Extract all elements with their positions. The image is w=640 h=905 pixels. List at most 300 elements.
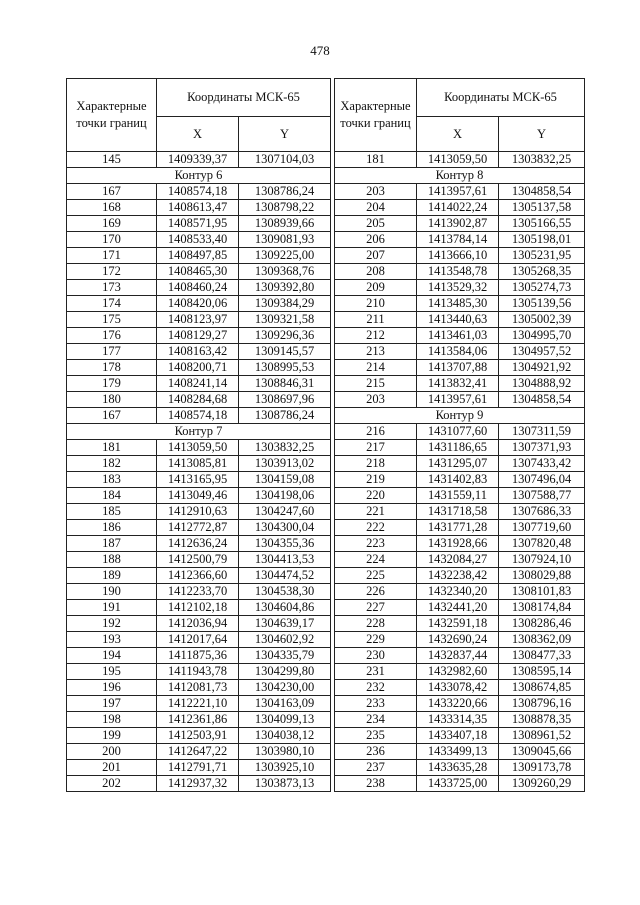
coord-x: 1431402,83 — [417, 472, 499, 488]
point-number: 237 — [335, 760, 417, 776]
point-number: 218 — [335, 456, 417, 472]
coord-y: 1303913,02 — [239, 456, 331, 472]
point-number: 191 — [67, 600, 157, 616]
coord-x: 1408574,18 — [157, 184, 239, 200]
coord-y: 1303925,10 — [239, 760, 331, 776]
coord-x: 1433407,18 — [417, 728, 499, 744]
coord-y: 1309173,78 — [499, 760, 585, 776]
table-row — [335, 360, 585, 376]
point-number: 171 — [67, 248, 157, 264]
coord-x: 1433314,35 — [417, 712, 499, 728]
coordinates-table-left — [66, 78, 331, 792]
coord-y: 1304474,52 — [239, 568, 331, 584]
coord-y: 1304921,92 — [499, 360, 585, 376]
point-number: 174 — [67, 296, 157, 312]
coord-x: 1408533,40 — [157, 232, 239, 248]
header-coords: Координаты МСК-65 — [417, 79, 585, 117]
coord-x: 1431186,65 — [417, 440, 499, 456]
coord-y: 1308362,09 — [499, 632, 585, 648]
table-row — [335, 712, 585, 728]
point-number: 217 — [335, 440, 417, 456]
coord-x: 1411943,78 — [157, 664, 239, 680]
coord-x: 1413485,30 — [417, 296, 499, 312]
coord-x: 1408497,85 — [157, 248, 239, 264]
point-number: 230 — [335, 648, 417, 664]
table-row — [67, 760, 331, 776]
point-number: 145 — [67, 152, 157, 168]
coord-x: 1412361,86 — [157, 712, 239, 728]
table-row — [335, 440, 585, 456]
table-row — [335, 216, 585, 232]
point-number: 215 — [335, 376, 417, 392]
coord-y: 1304604,86 — [239, 600, 331, 616]
header-x: X — [417, 117, 499, 152]
coord-x: 1412081,73 — [157, 680, 239, 696]
point-number: 214 — [335, 360, 417, 376]
coord-y: 1309081,93 — [239, 232, 331, 248]
point-number: 181 — [67, 440, 157, 456]
table-row — [335, 536, 585, 552]
coord-x: 1412772,87 — [157, 520, 239, 536]
table-row — [67, 616, 331, 632]
point-number: 188 — [67, 552, 157, 568]
coord-x: 1408123,97 — [157, 312, 239, 328]
point-number: 167 — [67, 184, 157, 200]
coord-y: 1305268,35 — [499, 264, 585, 280]
coord-x: 1432591,18 — [417, 616, 499, 632]
point-number: 170 — [67, 232, 157, 248]
coord-x: 1413957,61 — [417, 392, 499, 408]
point-number: 199 — [67, 728, 157, 744]
coord-y: 1304538,30 — [239, 584, 331, 600]
table-row — [67, 440, 331, 456]
coord-x: 1408200,71 — [157, 360, 239, 376]
coord-x: 1413707,88 — [417, 360, 499, 376]
table-row — [335, 344, 585, 360]
contour-row — [335, 168, 585, 184]
coord-x: 1408460,24 — [157, 280, 239, 296]
coord-x: 1413548,78 — [417, 264, 499, 280]
coord-y: 1305137,58 — [499, 200, 585, 216]
coord-y: 1309045,66 — [499, 744, 585, 760]
point-number: 219 — [335, 472, 417, 488]
table-row — [335, 664, 585, 680]
coord-y: 1304299,80 — [239, 664, 331, 680]
point-number: 202 — [67, 776, 157, 792]
table-row — [335, 152, 585, 168]
coord-x: 1413440,63 — [417, 312, 499, 328]
point-number: 194 — [67, 648, 157, 664]
point-number: 210 — [335, 296, 417, 312]
coord-x: 1408241,14 — [157, 376, 239, 392]
coord-x: 1412636,24 — [157, 536, 239, 552]
coord-x: 1414022,24 — [417, 200, 499, 216]
table-row — [67, 408, 331, 424]
point-number: 226 — [335, 584, 417, 600]
coord-y: 1303832,25 — [239, 440, 331, 456]
coord-y: 1308961,52 — [499, 728, 585, 744]
coord-y: 1304099,13 — [239, 712, 331, 728]
point-number: 205 — [335, 216, 417, 232]
point-number: 182 — [67, 456, 157, 472]
point-number: 233 — [335, 696, 417, 712]
point-number: 193 — [67, 632, 157, 648]
table-row — [335, 392, 585, 408]
point-number: 180 — [67, 392, 157, 408]
point-number: 223 — [335, 536, 417, 552]
coord-y: 1308798,22 — [239, 200, 331, 216]
coord-y: 1309392,80 — [239, 280, 331, 296]
table-row — [335, 600, 585, 616]
page-number: 478 — [310, 43, 330, 58]
coord-y: 1309368,76 — [239, 264, 331, 280]
coord-y: 1307588,77 — [499, 488, 585, 504]
table-body-right — [335, 152, 585, 792]
contour-label: Контур 8 — [335, 168, 585, 184]
table-row — [335, 200, 585, 216]
table-row — [335, 504, 585, 520]
table-row — [67, 712, 331, 728]
coord-x: 1408284,68 — [157, 392, 239, 408]
table-row — [335, 312, 585, 328]
coord-y: 1309260,29 — [499, 776, 585, 792]
point-number: 183 — [67, 472, 157, 488]
point-number: 229 — [335, 632, 417, 648]
header-coords: Координаты МСК-65 — [157, 79, 331, 117]
point-number: 227 — [335, 600, 417, 616]
coord-y: 1303873,13 — [239, 776, 331, 792]
point-number: 185 — [67, 504, 157, 520]
point-number: 203 — [335, 392, 417, 408]
table-row — [67, 344, 331, 360]
coord-x: 1413059,50 — [157, 440, 239, 456]
point-number: 232 — [335, 680, 417, 696]
point-number: 234 — [335, 712, 417, 728]
coord-y: 1307820,48 — [499, 536, 585, 552]
coord-x: 1431928,66 — [417, 536, 499, 552]
table-row — [67, 376, 331, 392]
contour-label: Контур 6 — [67, 168, 331, 184]
coord-x: 1412102,18 — [157, 600, 239, 616]
coord-y: 1305198,01 — [499, 232, 585, 248]
header-y: Y — [239, 117, 331, 152]
coord-x: 1413049,46 — [157, 488, 239, 504]
coord-x: 1412910,63 — [157, 504, 239, 520]
coord-y: 1308697,96 — [239, 392, 331, 408]
table-row — [67, 584, 331, 600]
table-row — [67, 696, 331, 712]
coord-y: 1308796,16 — [499, 696, 585, 712]
point-number: 177 — [67, 344, 157, 360]
table-row — [335, 248, 585, 264]
coord-x: 1413529,32 — [417, 280, 499, 296]
table-row — [67, 152, 331, 168]
coord-x: 1408613,47 — [157, 200, 239, 216]
table-row — [67, 456, 331, 472]
table-row — [67, 536, 331, 552]
table-row — [67, 248, 331, 264]
table-row — [67, 312, 331, 328]
coord-x: 1412647,22 — [157, 744, 239, 760]
coord-y: 1304602,92 — [239, 632, 331, 648]
coord-y: 1307719,60 — [499, 520, 585, 536]
table-row — [335, 232, 585, 248]
coord-x: 1408420,06 — [157, 296, 239, 312]
table-row — [67, 392, 331, 408]
point-number: 225 — [335, 568, 417, 584]
coord-y: 1304639,17 — [239, 616, 331, 632]
coord-x: 1412500,79 — [157, 552, 239, 568]
point-number: 204 — [335, 200, 417, 216]
contour-label: Контур 7 — [67, 424, 331, 440]
point-number: 173 — [67, 280, 157, 296]
point-number: 186 — [67, 520, 157, 536]
point-number: 209 — [335, 280, 417, 296]
coord-x: 1412221,10 — [157, 696, 239, 712]
coord-y: 1309225,00 — [239, 248, 331, 264]
table-row — [67, 648, 331, 664]
coord-y: 1307311,59 — [499, 424, 585, 440]
table-row — [67, 488, 331, 504]
coord-y: 1303980,10 — [239, 744, 331, 760]
table-row — [335, 616, 585, 632]
coord-x: 1412503,91 — [157, 728, 239, 744]
table-row — [67, 552, 331, 568]
coord-x: 1412791,71 — [157, 760, 239, 776]
coord-x: 1432982,60 — [417, 664, 499, 680]
point-number: 196 — [67, 680, 157, 696]
coord-x: 1413085,81 — [157, 456, 239, 472]
coord-y: 1308286,46 — [499, 616, 585, 632]
table-row — [335, 776, 585, 792]
coord-y: 1304957,52 — [499, 344, 585, 360]
coord-y: 1305274,73 — [499, 280, 585, 296]
point-number: 207 — [335, 248, 417, 264]
table-row — [335, 760, 585, 776]
point-number: 181 — [335, 152, 417, 168]
coord-y: 1304198,06 — [239, 488, 331, 504]
coord-x: 1433725,00 — [417, 776, 499, 792]
point-number: 176 — [67, 328, 157, 344]
coord-x: 1408465,30 — [157, 264, 239, 280]
coord-y: 1308174,84 — [499, 600, 585, 616]
table-row — [67, 600, 331, 616]
coord-y: 1309384,29 — [239, 296, 331, 312]
coord-y: 1307924,10 — [499, 552, 585, 568]
header-points: Характерные точки границ — [67, 79, 157, 152]
coord-x: 1433499,13 — [417, 744, 499, 760]
coord-x: 1409339,37 — [157, 152, 239, 168]
coord-x: 1433635,28 — [417, 760, 499, 776]
point-number: 175 — [67, 312, 157, 328]
point-number: 235 — [335, 728, 417, 744]
table-row — [335, 472, 585, 488]
coord-x: 1412036,94 — [157, 616, 239, 632]
table-row — [67, 728, 331, 744]
contour-row — [335, 408, 585, 424]
table-row — [67, 520, 331, 536]
coord-x: 1408574,18 — [157, 408, 239, 424]
coord-y: 1304995,70 — [499, 328, 585, 344]
table-row — [67, 472, 331, 488]
table-row — [67, 296, 331, 312]
table-row — [335, 728, 585, 744]
point-number: 184 — [67, 488, 157, 504]
coord-y: 1309296,36 — [239, 328, 331, 344]
coord-y: 1304230,00 — [239, 680, 331, 696]
point-number: 200 — [67, 744, 157, 760]
coord-x: 1413784,14 — [417, 232, 499, 248]
coord-y: 1308786,24 — [239, 408, 331, 424]
table-row — [335, 456, 585, 472]
table-body-left — [67, 152, 331, 792]
table-row — [67, 680, 331, 696]
coord-x: 1413832,41 — [417, 376, 499, 392]
table-row — [67, 664, 331, 680]
coord-y: 1303832,25 — [499, 152, 585, 168]
table-row — [335, 584, 585, 600]
coord-y: 1304163,09 — [239, 696, 331, 712]
table-row — [67, 328, 331, 344]
table-row — [67, 744, 331, 760]
coord-x: 1432837,44 — [417, 648, 499, 664]
coord-x: 1411875,36 — [157, 648, 239, 664]
point-number: 228 — [335, 616, 417, 632]
table-row — [67, 184, 331, 200]
coord-y: 1307496,04 — [499, 472, 585, 488]
point-number: 231 — [335, 664, 417, 680]
coord-x: 1431559,11 — [417, 488, 499, 504]
coord-y: 1308939,66 — [239, 216, 331, 232]
point-number: 236 — [335, 744, 417, 760]
coord-y: 1309321,58 — [239, 312, 331, 328]
coord-x: 1432441,20 — [417, 600, 499, 616]
contour-row — [67, 424, 331, 440]
coord-y: 1305231,95 — [499, 248, 585, 264]
coord-x: 1408129,27 — [157, 328, 239, 344]
table-row — [67, 264, 331, 280]
header-x: X — [157, 117, 239, 152]
coord-y: 1307371,93 — [499, 440, 585, 456]
coord-y: 1305166,55 — [499, 216, 585, 232]
point-number: 172 — [67, 264, 157, 280]
coord-y: 1308029,88 — [499, 568, 585, 584]
coord-x: 1431077,60 — [417, 424, 499, 440]
coord-y: 1304038,12 — [239, 728, 331, 744]
table-row — [335, 632, 585, 648]
table-row — [335, 424, 585, 440]
coord-y: 1304858,54 — [499, 392, 585, 408]
table-row — [335, 280, 585, 296]
table-row — [335, 328, 585, 344]
coord-y: 1304413,53 — [239, 552, 331, 568]
coord-y: 1307104,03 — [239, 152, 331, 168]
point-number: 198 — [67, 712, 157, 728]
table-row — [335, 488, 585, 504]
table-row — [67, 232, 331, 248]
coord-y: 1307686,33 — [499, 504, 585, 520]
table-row — [335, 296, 585, 312]
coord-y: 1304858,54 — [499, 184, 585, 200]
coord-y: 1308674,85 — [499, 680, 585, 696]
table-row — [67, 360, 331, 376]
point-number: 206 — [335, 232, 417, 248]
contour-label: Контур 9 — [335, 408, 585, 424]
point-number: 201 — [67, 760, 157, 776]
coord-y: 1304888,92 — [499, 376, 585, 392]
coord-y: 1305002,39 — [499, 312, 585, 328]
point-number: 167 — [67, 408, 157, 424]
point-number: 190 — [67, 584, 157, 600]
coord-x: 1408163,42 — [157, 344, 239, 360]
header-points: Характерные точки границ — [335, 79, 417, 152]
table-row — [335, 184, 585, 200]
table-row — [67, 504, 331, 520]
coord-y: 1308878,35 — [499, 712, 585, 728]
coord-x: 1432340,20 — [417, 584, 499, 600]
table-row — [335, 648, 585, 664]
coord-y: 1308846,31 — [239, 376, 331, 392]
point-number: 211 — [335, 312, 417, 328]
table-row — [335, 696, 585, 712]
coord-y: 1308477,33 — [499, 648, 585, 664]
point-number: 178 — [67, 360, 157, 376]
contour-row — [67, 168, 331, 184]
table-row — [67, 216, 331, 232]
point-number: 189 — [67, 568, 157, 584]
coord-x: 1431718,58 — [417, 504, 499, 520]
coord-y: 1304335,79 — [239, 648, 331, 664]
table-row — [335, 680, 585, 696]
coord-y: 1309145,57 — [239, 344, 331, 360]
coord-x: 1412233,70 — [157, 584, 239, 600]
point-number: 212 — [335, 328, 417, 344]
table-row — [335, 264, 585, 280]
coord-y: 1304159,08 — [239, 472, 331, 488]
table-row — [335, 520, 585, 536]
coord-y: 1307433,42 — [499, 456, 585, 472]
coord-x: 1432238,42 — [417, 568, 499, 584]
coordinates-table-right — [334, 78, 585, 792]
coord-x: 1408571,95 — [157, 216, 239, 232]
point-number: 238 — [335, 776, 417, 792]
table-row — [335, 552, 585, 568]
coord-y: 1304355,36 — [239, 536, 331, 552]
coord-x: 1412366,60 — [157, 568, 239, 584]
point-number: 169 — [67, 216, 157, 232]
coord-y: 1304300,04 — [239, 520, 331, 536]
point-number: 222 — [335, 520, 417, 536]
coord-y: 1305139,56 — [499, 296, 585, 312]
coord-x: 1413957,61 — [417, 184, 499, 200]
point-number: 195 — [67, 664, 157, 680]
point-number: 187 — [67, 536, 157, 552]
point-number: 203 — [335, 184, 417, 200]
coord-x: 1431771,28 — [417, 520, 499, 536]
point-number: 220 — [335, 488, 417, 504]
coord-x: 1413165,95 — [157, 472, 239, 488]
point-number: 179 — [67, 376, 157, 392]
point-number: 216 — [335, 424, 417, 440]
point-number: 224 — [335, 552, 417, 568]
table-row — [335, 744, 585, 760]
point-number: 213 — [335, 344, 417, 360]
coord-y: 1308595,14 — [499, 664, 585, 680]
coord-x: 1432084,27 — [417, 552, 499, 568]
coord-x: 1433078,42 — [417, 680, 499, 696]
table-row — [335, 568, 585, 584]
point-number: 208 — [335, 264, 417, 280]
